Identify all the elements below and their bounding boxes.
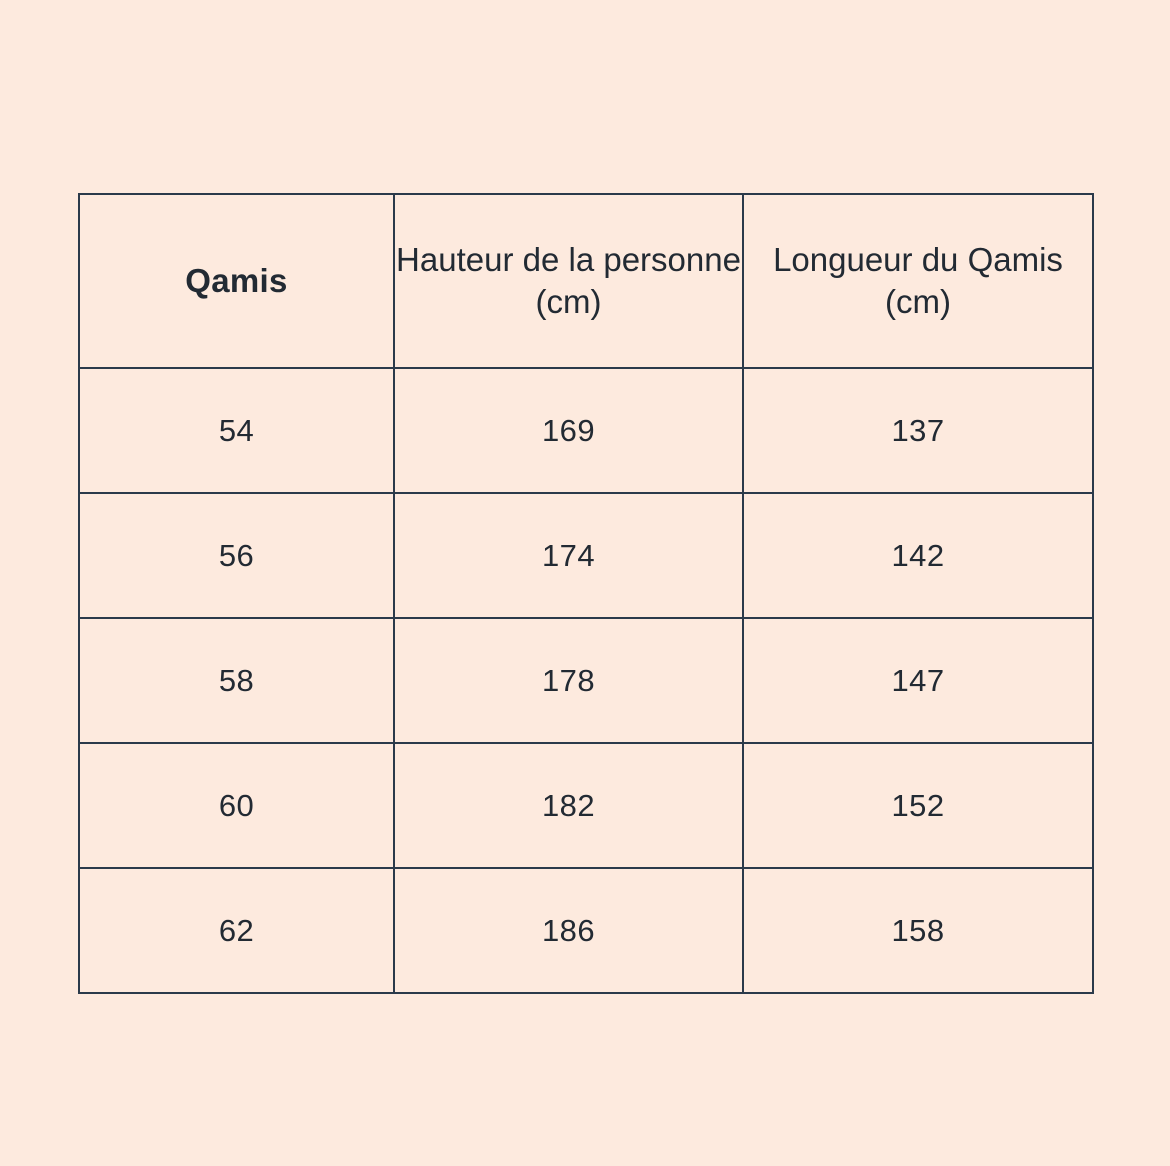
table-header-row	[79, 194, 1093, 368]
table-row	[79, 743, 1093, 868]
column-header-qamis: Qamis	[79, 194, 394, 368]
cell-qamis-size: 56	[79, 493, 394, 618]
cell-qamis-size: 54	[79, 368, 394, 493]
cell-person-height: 169	[394, 368, 743, 493]
cell-qamis-length: 142	[743, 493, 1093, 618]
table-row	[79, 368, 1093, 493]
cell-qamis-length: 152	[743, 743, 1093, 868]
cell-person-height: 186	[394, 868, 743, 993]
cell-person-height: 174	[394, 493, 743, 618]
cell-qamis-size: 60	[79, 743, 394, 868]
size-table-container	[78, 193, 1092, 994]
table-body	[79, 368, 1093, 993]
table-row	[79, 493, 1093, 618]
cell-qamis-size: 58	[79, 618, 394, 743]
cell-qamis-length: 158	[743, 868, 1093, 993]
table-header	[79, 194, 1093, 368]
cell-qamis-length: 147	[743, 618, 1093, 743]
column-header-person-height: Hauteur de la personne (cm)	[394, 194, 743, 368]
cell-person-height: 178	[394, 618, 743, 743]
table-row	[79, 868, 1093, 993]
cell-qamis-length: 137	[743, 368, 1093, 493]
cell-qamis-size: 62	[79, 868, 394, 993]
table-row	[79, 618, 1093, 743]
qamis-size-table	[78, 193, 1094, 994]
cell-person-height: 182	[394, 743, 743, 868]
column-header-qamis-length: Longueur du Qamis (cm)	[743, 194, 1093, 368]
